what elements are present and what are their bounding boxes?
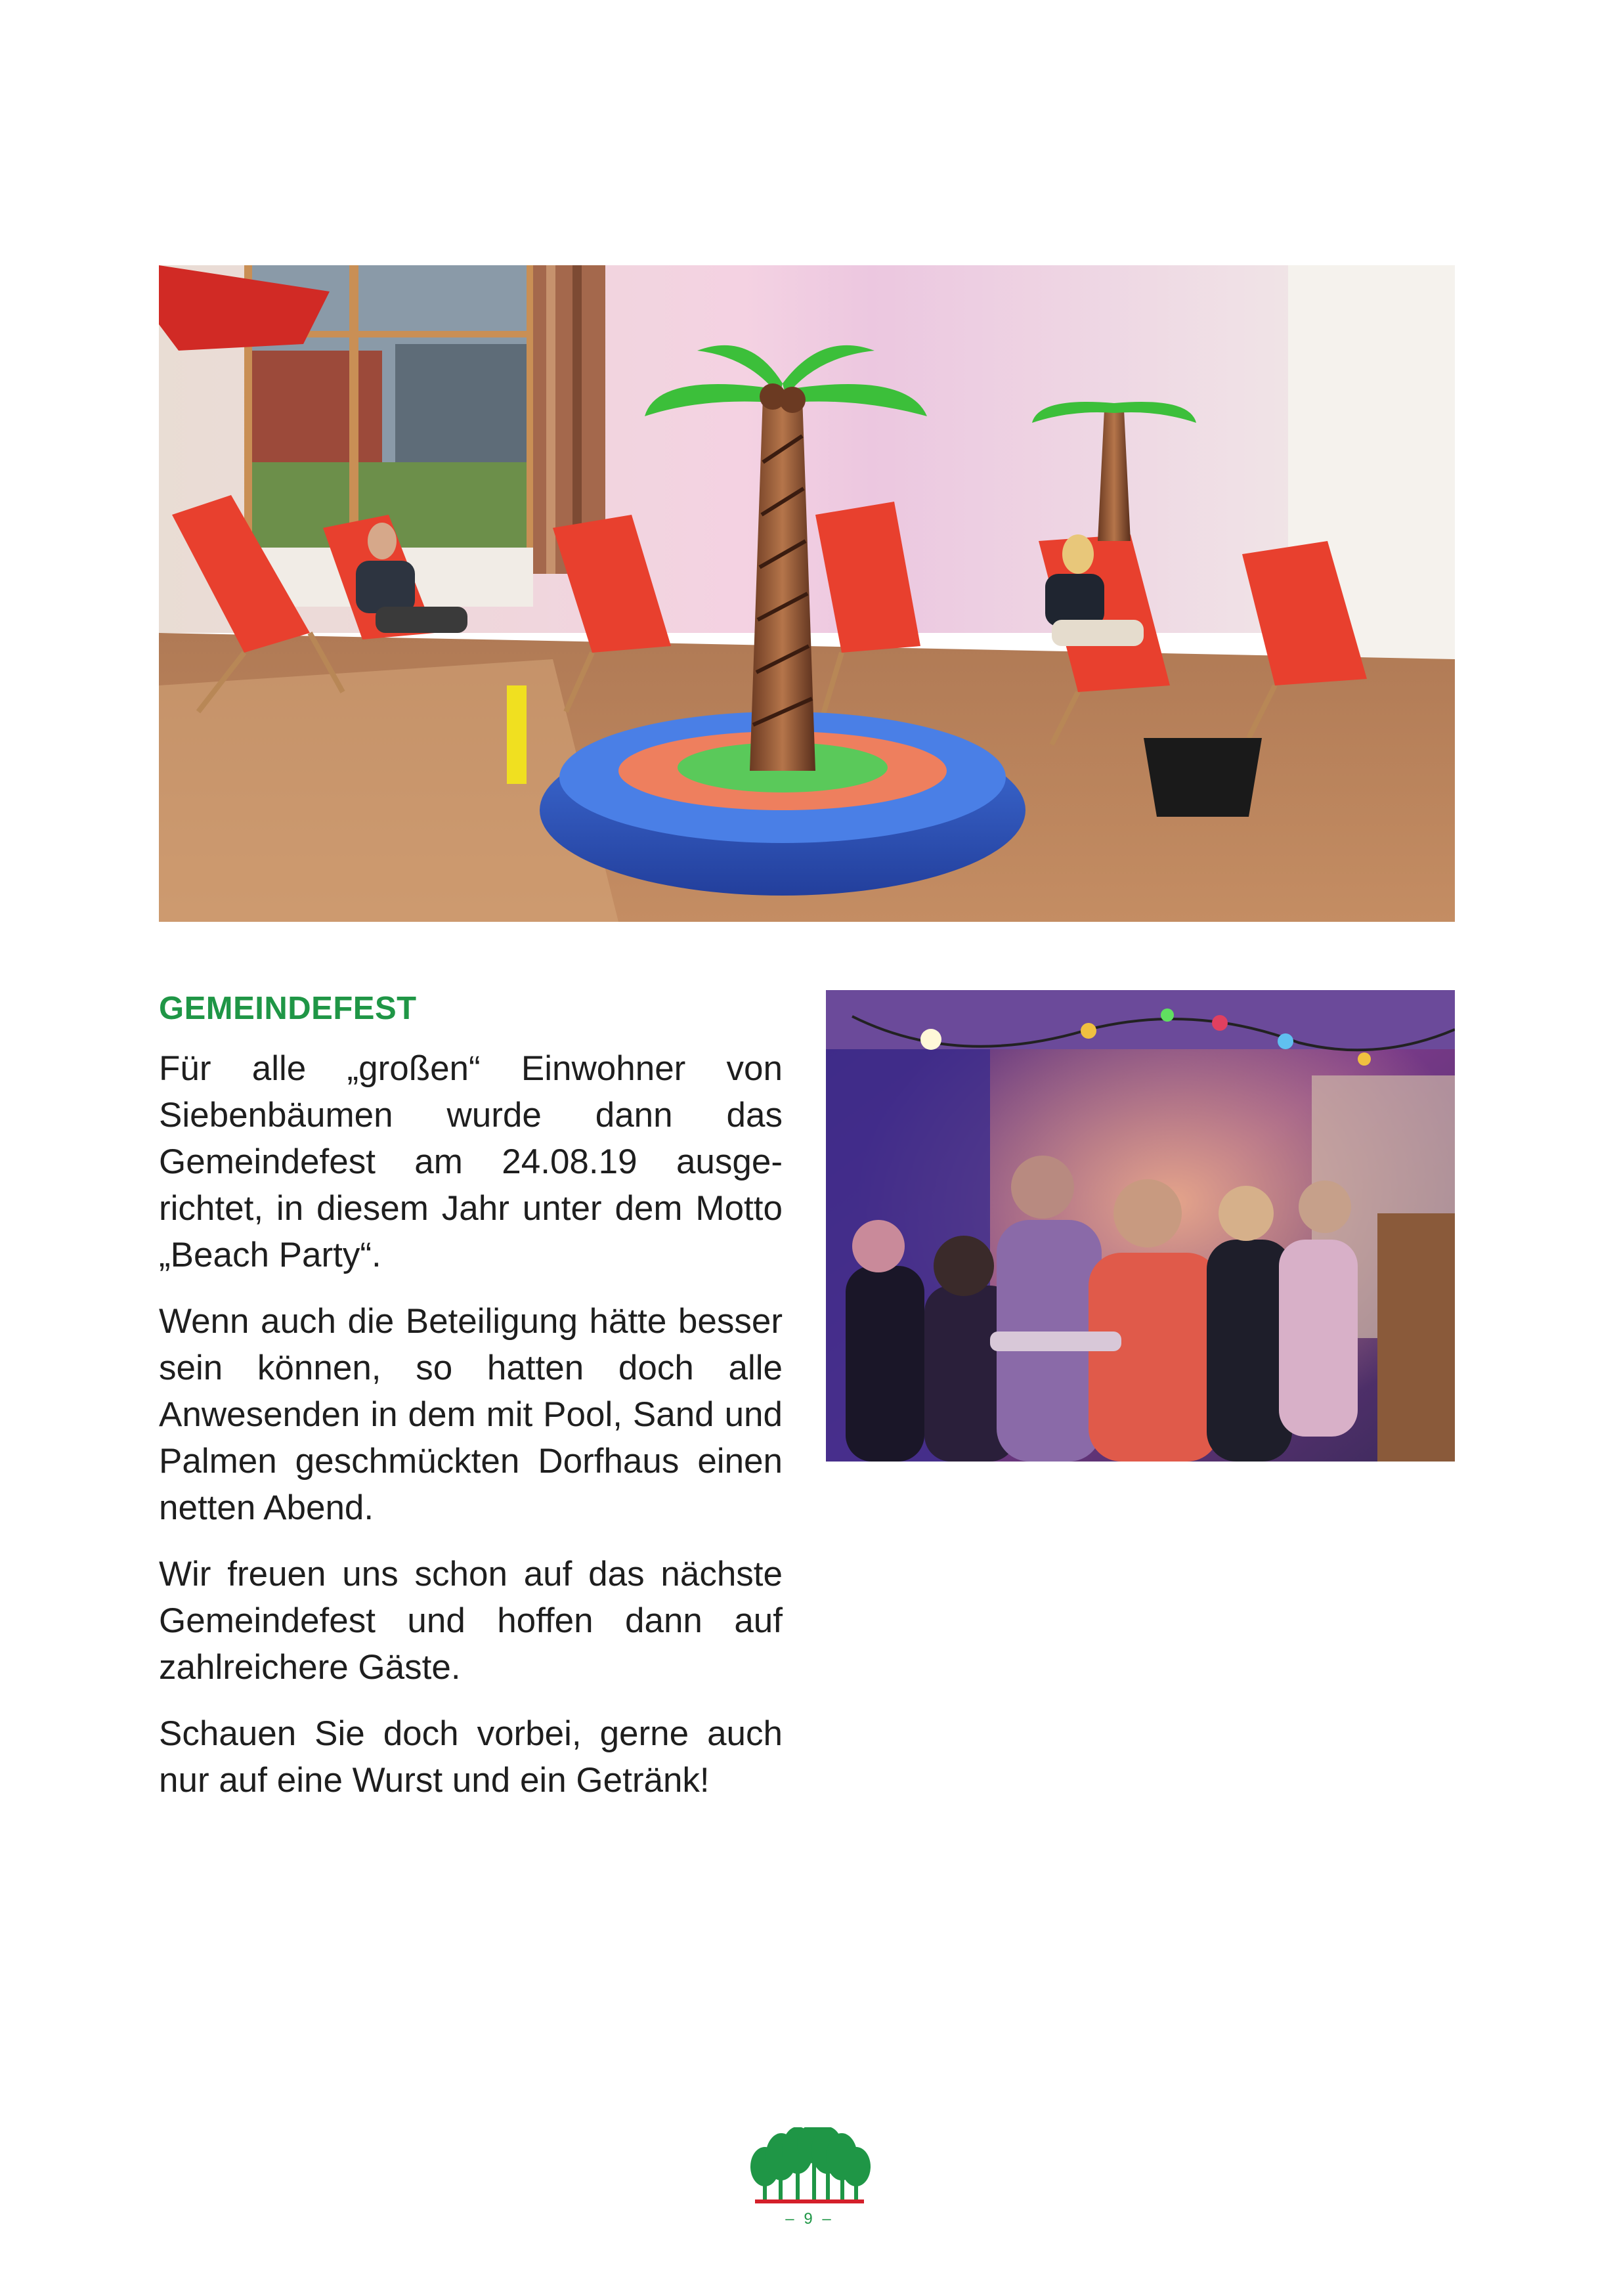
party-guests-photo bbox=[826, 990, 1455, 1462]
article-paragraph: Für alle „großen“ Einwohner von Siebenbäumen wurde dann das Gemeindefest am 24.08.19 ausgerichtet, in diesem Jahr unter dem Motto „Beach Party“. bbox=[159, 1049, 783, 1274]
article-paragraph: Schauen Sie doch vorbei, gerne auch nur auf eine Wurst und ein Getränk! bbox=[159, 1714, 783, 1800]
article-paragraph: Wir freuen uns schon auf das nächste Gemeindefest und hoffen dann auf zahlreichere Gäste. bbox=[159, 1555, 783, 1687]
article-heading: GEMEINDEFEST bbox=[159, 991, 417, 1026]
article bbox=[159, 985, 783, 1823]
beach-party-room-photo bbox=[159, 265, 1455, 922]
page-number: – 9 – bbox=[785, 2210, 834, 2228]
article-paragraph: Wenn auch die Beteiligung hätte besser sein können, so hatten doch alle Anwesenden in dem mit Pool, Sand und Palmen geschmückten Dorfhaus einen netten Abend. bbox=[159, 1302, 783, 1527]
seven-trees-logo-icon bbox=[748, 2127, 871, 2206]
